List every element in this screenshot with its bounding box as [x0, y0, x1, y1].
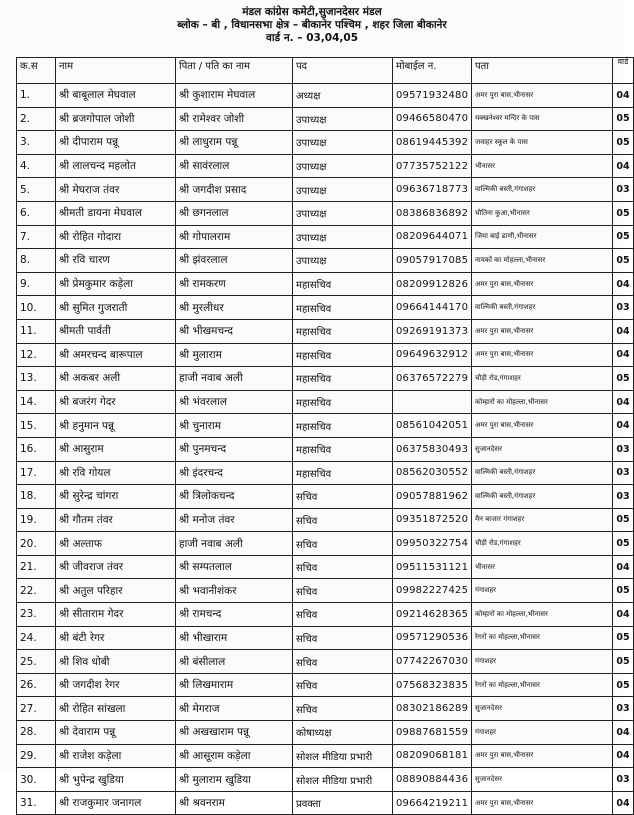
father-name-cell: श्री मुलाराम खुडिया	[176, 768, 293, 792]
name-cell: श्रीमती डायना मेघवाल	[56, 201, 176, 225]
table-row	[17, 272, 634, 296]
name-cell: श्री सुमित गुजराती	[56, 296, 176, 320]
serial-cell: 12.	[17, 343, 56, 367]
name-cell: श्री लालचन्द महलोत	[56, 154, 176, 178]
post-cell: सचिव	[293, 579, 393, 603]
father-name-cell: श्री श्रवनराम	[176, 791, 293, 815]
table-row	[17, 579, 634, 603]
post-cell: महासचिव	[293, 437, 393, 461]
ward-cell: 03	[613, 461, 634, 485]
name-cell: श्री रवि गोयल	[56, 461, 176, 485]
post-cell: कोषाध्यक्ष	[293, 721, 393, 745]
ward-cell: 04	[613, 319, 634, 343]
address-cell: वाल्मिकी बस्ती,गंगाशहर	[472, 485, 613, 509]
father-name-cell: श्री सम्पतलाल	[176, 555, 293, 579]
mobile-cell: 09636718773	[393, 178, 472, 202]
column-header-address: पता	[472, 58, 613, 84]
father-name-cell: श्री इंदरचन्द	[176, 461, 293, 485]
ward-cell: 04	[613, 721, 634, 745]
ward-cell: 03	[613, 485, 634, 509]
table-row	[17, 437, 634, 461]
address-cell: अमर पुरा बास,भीनासर	[472, 414, 613, 438]
serial-cell: 30.	[17, 768, 56, 792]
mobile-cell: 07568323835	[393, 673, 472, 697]
mobile-cell: 08562030552	[393, 461, 472, 485]
address-cell: नायकों का मोहल्ला,भीनासर	[472, 249, 613, 273]
post-cell: उपाध्यक्ष	[293, 249, 393, 273]
address-cell: रेगरों का मोहल्ला,भीनासर	[472, 673, 613, 697]
serial-cell: 22.	[17, 579, 56, 603]
name-cell: श्री अमरचन्द बारूपाल	[56, 343, 176, 367]
ward-cell: 05	[613, 579, 634, 603]
serial-cell: 19.	[17, 508, 56, 532]
serial-cell: 31.	[17, 791, 56, 815]
serial-cell: 8.	[17, 249, 56, 273]
address-cell: अमर पुरा बास,भीनासर	[472, 744, 613, 768]
ward-cell: 04	[613, 154, 634, 178]
table-row	[17, 225, 634, 249]
table-row	[17, 84, 634, 108]
header-subtitle: ब्लोक – बी , विधानसभा क्षेत्र – बीकानेर पश्चिम , शहर जिला बीकानेर	[177, 19, 447, 31]
serial-cell: 15.	[17, 414, 56, 438]
table-row	[17, 650, 634, 674]
mobile-cell: 09057917085	[393, 249, 472, 273]
serial-cell: 1.	[17, 84, 56, 108]
serial-cell: 9.	[17, 272, 56, 296]
name-cell: श्री हनुमान पन्नू	[56, 414, 176, 438]
address-cell: गंगाशहर	[472, 721, 613, 745]
table-row	[17, 791, 634, 815]
name-cell: श्री अतुल परिहार	[56, 579, 176, 603]
ward-cell: 03	[613, 178, 634, 202]
name-cell: श्री रोहित सांखला	[56, 697, 176, 721]
serial-cell: 28.	[17, 721, 56, 745]
mobile-cell: 08209068181	[393, 744, 472, 768]
post-cell: सचिव	[293, 508, 393, 532]
table-header-row	[17, 58, 634, 84]
father-name-cell: श्री भीखाराम	[176, 626, 293, 650]
serial-cell: 6.	[17, 201, 56, 225]
name-cell: श्री बाबूलाल मेघवाल	[56, 84, 176, 108]
father-name-cell: श्री रामकरण	[176, 272, 293, 296]
father-name-cell: श्री त्रिलोकचन्द	[176, 485, 293, 509]
post-cell: सोशल मीडिया प्रभारी	[293, 768, 393, 792]
address-cell: कोम्हारों का मोहल्ला,भीनासर	[472, 390, 613, 414]
ward-cell: 05	[613, 131, 634, 155]
ward-cell: 04	[613, 84, 634, 108]
name-cell: श्री अकबर अली	[56, 367, 176, 391]
members-table	[16, 57, 634, 815]
father-name-cell: श्री भवानीशंकर	[176, 579, 293, 603]
mobile-cell: 09214628365	[393, 603, 472, 627]
name-cell: श्री गौतम तंवर	[56, 508, 176, 532]
name-cell: श्री ब्रजगोपाल जोशी	[56, 107, 176, 131]
ward-cell: 05	[613, 626, 634, 650]
table-row	[17, 461, 634, 485]
mobile-cell: 09571932480	[393, 84, 472, 108]
post-cell: सचिव	[293, 485, 393, 509]
serial-cell: 7.	[17, 225, 56, 249]
ward-cell: 05	[613, 225, 634, 249]
post-cell: महासचिव	[293, 272, 393, 296]
mobile-cell: 08302186289	[393, 697, 472, 721]
post-cell: महासचिव	[293, 414, 393, 438]
address-cell: जिया बाई ढाणी,भीनासर	[472, 225, 613, 249]
ward-cell: 03	[613, 296, 634, 320]
post-cell: उपाध्यक्ष	[293, 178, 393, 202]
mobile-cell: 08209644071	[393, 225, 472, 249]
ward-cell: 04	[613, 390, 634, 414]
table-row	[17, 768, 634, 792]
address-cell: अमर पुरा बास,भीनासर	[472, 319, 613, 343]
address-cell: अमर पुरा बास,भीनासर	[472, 272, 613, 296]
ward-cell: 03	[613, 697, 634, 721]
ward-cell: 04	[613, 414, 634, 438]
ward-cell: 04	[613, 744, 634, 768]
table-row	[17, 555, 634, 579]
father-name-cell: श्री पुनमचन्द	[176, 437, 293, 461]
father-name-cell: श्री रामेश्वर जोशी	[176, 107, 293, 131]
father-name-cell: श्री मुरलीधर	[176, 296, 293, 320]
name-cell: श्री जीवराज तंवर	[56, 555, 176, 579]
post-cell: सचिव	[293, 673, 393, 697]
name-cell: श्री आसुराम	[56, 437, 176, 461]
name-cell: श्री अल्ताफ	[56, 532, 176, 556]
address-cell: रेगरों का मोहल्ला,भीनासर	[472, 626, 613, 650]
ward-cell: 05	[613, 107, 634, 131]
address-cell: अमर पुरा बास,भीनासर	[472, 343, 613, 367]
father-name-cell: श्री मेगराज	[176, 697, 293, 721]
father-name-cell: श्री छगनलाल	[176, 201, 293, 225]
column-header-name: नाम	[56, 58, 176, 84]
name-cell: श्री बंटी रेगर	[56, 626, 176, 650]
column-header-post: पद	[293, 58, 393, 84]
mobile-cell: 07742267030	[393, 650, 472, 674]
name-cell: श्रीमती पार्वती	[56, 319, 176, 343]
serial-cell: 24.	[17, 626, 56, 650]
table-row	[17, 249, 634, 273]
post-cell: सचिव	[293, 532, 393, 556]
post-cell: सचिव	[293, 603, 393, 627]
serial-cell: 10.	[17, 296, 56, 320]
post-cell: सचिव	[293, 555, 393, 579]
mobile-cell: 07735752122	[393, 154, 472, 178]
mobile-cell: 06376572279	[393, 367, 472, 391]
address-cell: चौड़ी रोड,गंगाशहर	[472, 367, 613, 391]
serial-cell: 23.	[17, 603, 56, 627]
post-cell: सचिव	[293, 626, 393, 650]
ward-cell: 05	[613, 508, 634, 532]
table-row	[17, 367, 634, 391]
address-cell: मक्खनेश्वर मन्दिर के पास	[472, 107, 613, 131]
mobile-cell: 09950322754	[393, 532, 472, 556]
table-row	[17, 107, 634, 131]
ward-cell: 05	[613, 532, 634, 556]
mobile-cell: 09982227425	[393, 579, 472, 603]
name-cell: श्री भुपेन्द्र खुडिया	[56, 768, 176, 792]
name-cell: श्री शिव धोबी	[56, 650, 176, 674]
serial-cell: 18.	[17, 485, 56, 509]
father-name-cell: श्री रामचन्द	[176, 603, 293, 627]
post-cell: सचिव	[293, 650, 393, 674]
serial-cell: 16.	[17, 437, 56, 461]
name-cell: श्री प्रेमकुमार कड़ेला	[56, 272, 176, 296]
name-cell: श्री सुरेन्द्र चांगरा	[56, 485, 176, 509]
header-title: मंडल कांग्रेस कमेटी,सुजानदेसर मंडल	[242, 6, 382, 18]
address-cell: भीनासर	[472, 154, 613, 178]
address-cell: गंगाशहर	[472, 579, 613, 603]
table-row	[17, 343, 634, 367]
father-name-cell: हाजी नवाब अली	[176, 367, 293, 391]
address-cell: सुजानदेसर	[472, 768, 613, 792]
table-row	[17, 721, 634, 745]
address-cell: वाल्मिकी बस्ती,गंगाशहर	[472, 296, 613, 320]
father-name-cell: श्री भीखमचन्द	[176, 319, 293, 343]
table-body	[17, 84, 634, 815]
mobile-cell: 08386836892	[393, 201, 472, 225]
ward-cell: 05	[613, 249, 634, 273]
table-row	[17, 390, 634, 414]
ward-cell: 05	[613, 201, 634, 225]
ward-cell: 04	[613, 603, 634, 627]
serial-cell: 29.	[17, 744, 56, 768]
mobile-cell: 09664144170	[393, 296, 472, 320]
header-ward-numbers: वार्ड न. – 03,04,05	[265, 32, 359, 44]
father-name-cell: श्री मुलाराम	[176, 343, 293, 367]
name-cell: श्री देवाराम पन्नू	[56, 721, 176, 745]
serial-cell: 26.	[17, 673, 56, 697]
ward-cell: 05	[613, 673, 634, 697]
post-cell: महासचिव	[293, 461, 393, 485]
mobile-cell: 09269191373	[393, 319, 472, 343]
ward-cell: 04	[613, 555, 634, 579]
name-cell: श्री सीताराम गेदर	[56, 603, 176, 627]
column-header-mobile: मोबाईल न.	[393, 58, 472, 84]
post-cell: महासचिव	[293, 319, 393, 343]
table-row	[17, 603, 634, 627]
table-row	[17, 626, 634, 650]
name-cell: श्री राजेश कड़ेला	[56, 744, 176, 768]
father-name-cell: श्री कुशाराम मेघवाल	[176, 84, 293, 108]
post-cell: महासचिव	[293, 343, 393, 367]
address-cell: गंगाशहर	[472, 650, 613, 674]
table-row	[17, 296, 634, 320]
ward-cell: 03	[613, 437, 634, 461]
mobile-cell: 09887681559	[393, 721, 472, 745]
address-cell: अमर पुरा बास,भीनासर	[472, 84, 613, 108]
ward-cell: 05	[613, 650, 634, 674]
address-cell: कोम्हारों का मोहल्ला,भीनासर	[472, 603, 613, 627]
mobile-cell: 09664219211	[393, 791, 472, 815]
table-row	[17, 178, 634, 202]
mobile-cell: 09571290536	[393, 626, 472, 650]
father-name-cell: श्री जगदीश प्रसाद	[176, 178, 293, 202]
address-cell: जवाहर स्कूल के पास	[472, 131, 613, 155]
serial-cell: 3.	[17, 131, 56, 155]
address-cell: वाल्मिकी बस्ती,गंगाशहर	[472, 461, 613, 485]
serial-cell: 5.	[17, 178, 56, 202]
name-cell: श्री रवि चारण	[56, 249, 176, 273]
father-name-cell: श्री मनोज तंवर	[176, 508, 293, 532]
father-name-cell: श्री चुनाराम	[176, 414, 293, 438]
father-name-cell: श्री भंवरलाल	[176, 390, 293, 414]
father-name-cell: श्री लाधुराम पन्नू	[176, 131, 293, 155]
name-cell: श्री बजरंग गेदर	[56, 390, 176, 414]
mobile-cell: 08890884436	[393, 768, 472, 792]
table-row	[17, 131, 634, 155]
name-cell: श्री राजकुमार जनागल	[56, 791, 176, 815]
father-name-cell: श्री बंसीलाल	[176, 650, 293, 674]
mobile-cell: 09466580470	[393, 107, 472, 131]
column-header-ward: वार्ड	[613, 58, 634, 84]
father-name-cell: श्री सावंरलाल	[176, 154, 293, 178]
post-cell: महासचिव	[293, 390, 393, 414]
father-name-cell: श्री आसूराम कड़ेला	[176, 744, 293, 768]
mobile-cell: 09351872520	[393, 508, 472, 532]
address-cell: वाल्मिकी बस्ती,गंगाशहर	[472, 178, 613, 202]
mobile-cell: 08561042051	[393, 414, 472, 438]
serial-cell: 13.	[17, 367, 56, 391]
father-name-cell: श्री अखखाराम पन्नू	[176, 721, 293, 745]
serial-cell: 21.	[17, 555, 56, 579]
mobile-cell: 08209912826	[393, 272, 472, 296]
table-row	[17, 744, 634, 768]
serial-cell: 17.	[17, 461, 56, 485]
mobile-cell	[393, 390, 472, 414]
serial-cell: 14.	[17, 390, 56, 414]
serial-cell: 11.	[17, 319, 56, 343]
serial-cell: 2.	[17, 107, 56, 131]
address-cell: चौड़ी रोड,गंगाशहर	[472, 532, 613, 556]
table-row	[17, 154, 634, 178]
post-cell: महासचिव	[293, 367, 393, 391]
serial-cell: 25.	[17, 650, 56, 674]
ward-cell: 04	[613, 272, 634, 296]
table-row	[17, 319, 634, 343]
table-row	[17, 201, 634, 225]
post-cell: उपाध्यक्ष	[293, 225, 393, 249]
father-name-cell: श्री गोपालराम	[176, 225, 293, 249]
column-header-father-name: पिता / पति का नाम	[176, 58, 293, 84]
name-cell: श्री जगदीश रेगर	[56, 673, 176, 697]
name-cell: श्री दीपाराम पन्नू	[56, 131, 176, 155]
table-row	[17, 673, 634, 697]
address-cell: सुजानदेसर	[472, 437, 613, 461]
post-cell: प्रवक्ता	[293, 791, 393, 815]
ward-cell: 04	[613, 791, 634, 815]
address-cell: भीनासर	[472, 555, 613, 579]
address-cell: सुजानदेसर	[472, 697, 613, 721]
serial-cell: 20.	[17, 532, 56, 556]
name-cell: श्री मेघराज तंवर	[56, 178, 176, 202]
post-cell: उपाध्यक्ष	[293, 107, 393, 131]
father-name-cell: श्री लिखमाराम	[176, 673, 293, 697]
table-row	[17, 508, 634, 532]
address-cell: मैन बाजार गंगाशहर	[472, 508, 613, 532]
post-cell: सचिव	[293, 697, 393, 721]
mobile-cell: 09511531121	[393, 555, 472, 579]
mobile-cell: 09649632912	[393, 343, 472, 367]
post-cell: उपाध्यक्ष	[293, 154, 393, 178]
ward-cell: 03	[613, 768, 634, 792]
post-cell: अध्यक्ष	[293, 84, 393, 108]
table-row	[17, 485, 634, 509]
post-cell: महासचिव	[293, 296, 393, 320]
name-cell: श्री रोहित गोदारा	[56, 225, 176, 249]
serial-cell: 27.	[17, 697, 56, 721]
mobile-cell: 09057881962	[393, 485, 472, 509]
address-cell: चौतिना कुआ,भीनासर	[472, 201, 613, 225]
father-name-cell: श्री झंवरलाल	[176, 249, 293, 273]
post-cell: सोशल मीडिया प्रभारी	[293, 744, 393, 768]
post-cell: उपाध्यक्ष	[293, 201, 393, 225]
ward-cell: 04	[613, 343, 634, 367]
table-row	[17, 532, 634, 556]
ward-cell: 05	[613, 367, 634, 391]
address-cell: अमर पुरा बास,भीनासर	[472, 791, 613, 815]
serial-cell: 4.	[17, 154, 56, 178]
father-name-cell: हाजी नवाब अली	[176, 532, 293, 556]
table-row	[17, 697, 634, 721]
column-header-serial: क.स	[17, 58, 56, 84]
post-cell: उपाध्यक्ष	[293, 131, 393, 155]
mobile-cell: 06375830493	[393, 437, 472, 461]
table-row	[17, 414, 634, 438]
mobile-cell: 08619445392	[393, 131, 472, 155]
